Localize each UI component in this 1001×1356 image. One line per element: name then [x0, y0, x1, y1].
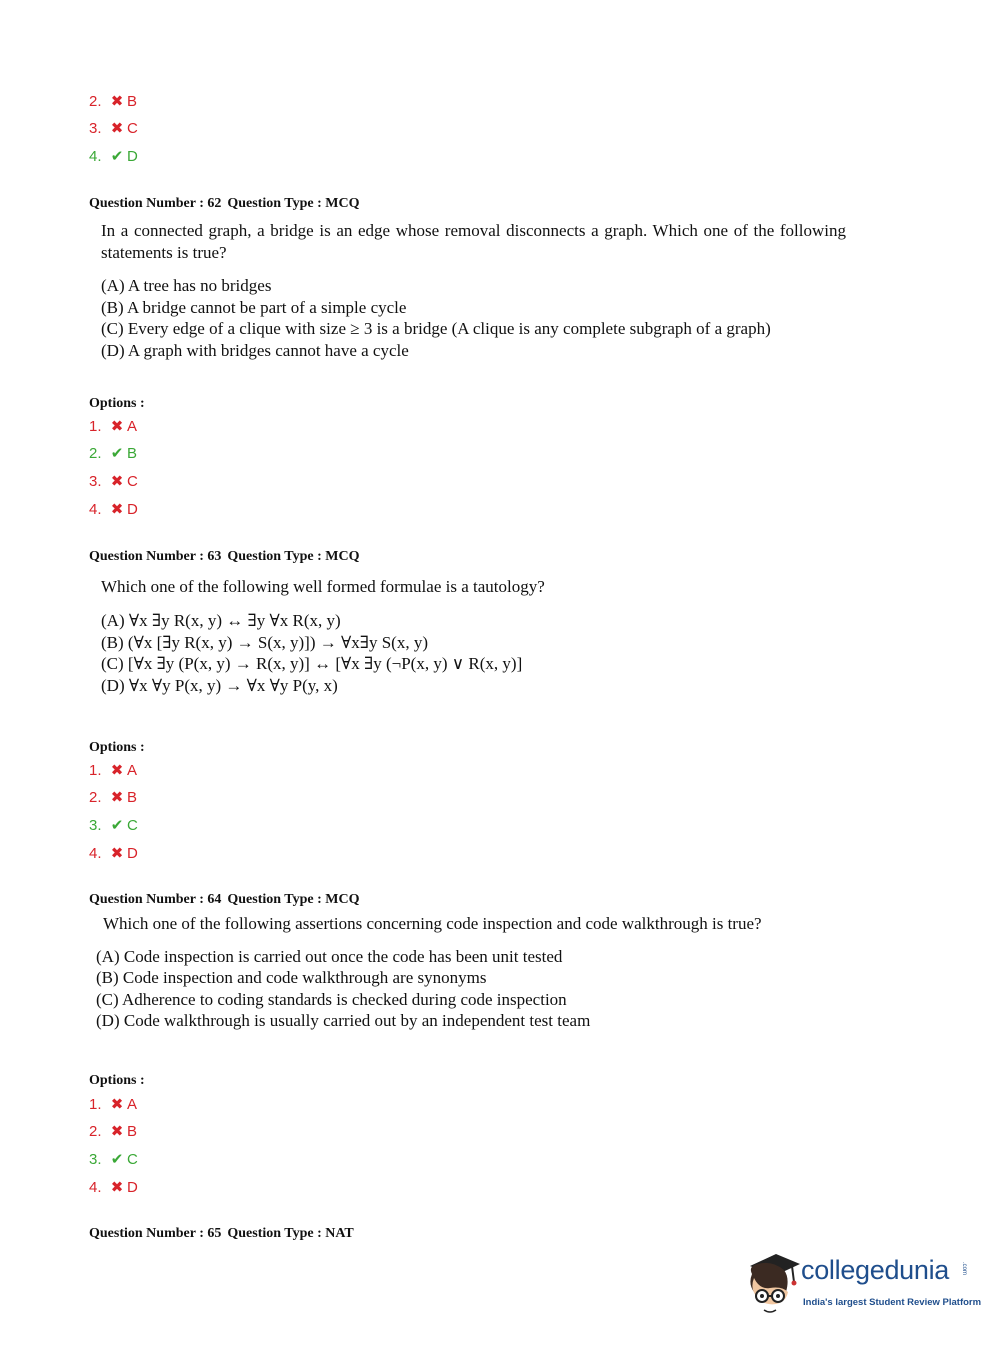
options-label: Options : — [89, 396, 145, 411]
cross-icon: ✖ — [110, 473, 124, 490]
option-letter: C — [127, 473, 138, 490]
option-letter: B — [127, 93, 138, 110]
cross-icon: ✖ — [110, 1096, 124, 1113]
list-item — [89, 93, 137, 111]
option-number: 2. — [89, 445, 102, 462]
question-number: Question Number : 65 — [89, 1226, 222, 1241]
cross-icon: ✖ — [110, 762, 124, 779]
choice-a: (A) ∀x ∃y R(x, y) ↔ ∃y ∀x R(x, y) — [101, 611, 341, 630]
question-number: Question Number : 63 — [89, 549, 222, 564]
option-letter: D — [127, 845, 138, 862]
cross-icon: ✖ — [110, 120, 124, 137]
option-number: 3. — [89, 473, 102, 490]
list-item — [89, 1179, 138, 1197]
question-number: Question Number : 62 — [89, 196, 222, 211]
check-icon: ✔ — [110, 817, 124, 834]
option-number: 3. — [89, 817, 102, 834]
option-letter: D — [127, 1179, 138, 1196]
option-letter: A — [127, 762, 138, 779]
option-number: 2. — [89, 1123, 102, 1140]
option-number: 2. — [89, 93, 102, 110]
option-letter: A — [127, 1096, 138, 1113]
logo-tagline: India's largest Student Review Platform — [803, 1297, 982, 1308]
option-number: 1. — [89, 1096, 102, 1113]
question-header — [89, 549, 365, 565]
choice-c: (C) Adherence to coding standards is checked during code inspection — [96, 990, 567, 1009]
list-item — [89, 148, 138, 166]
option-letter: B — [127, 445, 138, 462]
choice-b: (B) (∀x [∃y R(x, y) → S(x, y)]) → ∀x∃y S(x, y) — [101, 633, 428, 652]
option-number: 1. — [89, 762, 102, 779]
choice-d: (D) Code walkthrough is usually carried out by an independent test team — [96, 1011, 591, 1030]
list-item — [89, 1096, 137, 1114]
option-number: 4. — [89, 1179, 102, 1196]
list-item — [89, 120, 138, 138]
list-item — [89, 817, 138, 835]
question-type: Question Type : MCQ — [227, 549, 360, 564]
list-item — [89, 445, 137, 463]
cross-icon: ✖ — [110, 418, 124, 435]
check-icon: ✔ — [110, 1151, 124, 1168]
logo-suffix: .com — [961, 1262, 967, 1276]
option-letter: B — [127, 1123, 138, 1140]
option-letter: B — [127, 789, 138, 806]
cross-icon: ✖ — [110, 789, 124, 806]
options-label: Options : — [89, 740, 145, 755]
choice-d: (D) ∀x ∀y P(x, y) → ∀x ∀y P(y, x) — [101, 676, 338, 695]
choice-d: (D) A graph with bridges cannot have a cycle — [101, 341, 409, 360]
list-item — [89, 501, 138, 519]
choice-a: (A) Code inspection is carried out once the code has been unit tested — [96, 947, 563, 966]
list-item — [89, 473, 138, 491]
question-header — [89, 196, 365, 212]
question-type: Question Type : NAT — [227, 1226, 354, 1241]
option-number: 2. — [89, 789, 102, 806]
list-item — [89, 845, 138, 863]
question-number: Question Number : 64 — [89, 892, 222, 907]
option-letter: C — [127, 1151, 138, 1168]
question-header — [89, 1226, 360, 1242]
choice-b: (B) A bridge cannot be part of a simple cycle — [101, 298, 407, 317]
list-item — [89, 789, 137, 807]
option-letter: C — [127, 817, 138, 834]
cross-icon: ✖ — [110, 501, 124, 518]
check-icon: ✔ — [110, 445, 124, 462]
cross-icon: ✖ — [110, 845, 124, 862]
list-item — [89, 1123, 137, 1141]
option-number: 4. — [89, 845, 102, 862]
question-text: Which one of the following assertions concerning code inspection and code walkthrough is true? — [103, 914, 762, 933]
cross-icon: ✖ — [110, 1123, 124, 1140]
list-item — [89, 1151, 138, 1169]
option-letter: C — [127, 120, 138, 137]
cross-icon: ✖ — [110, 93, 124, 110]
mascot-icon — [742, 1248, 802, 1320]
check-icon: ✔ — [110, 148, 124, 165]
option-letter: D — [127, 501, 138, 518]
question-text: Which one of the following well formed formulae is a tautology? — [101, 577, 545, 596]
question-type: Question Type : MCQ — [227, 892, 360, 907]
option-number: 3. — [89, 1151, 102, 1168]
list-item — [89, 418, 137, 436]
list-item — [89, 762, 137, 780]
option-number: 3. — [89, 120, 102, 137]
cross-icon: ✖ — [110, 1179, 124, 1196]
option-number: 4. — [89, 148, 102, 165]
choice-c: (C) Every edge of a clique with size ≥ 3 is a bridge (A clique is any complete subgraph of a graph) — [101, 319, 771, 338]
option-letter: D — [127, 148, 138, 165]
choice-b: (B) Code inspection and code walkthrough are synonyms — [96, 968, 487, 987]
options-label: Options : — [89, 1073, 145, 1088]
option-number: 1. — [89, 418, 102, 435]
choice-a: (A) A tree has no bridges — [101, 276, 272, 295]
question-type: Question Type : MCQ — [227, 196, 360, 211]
option-letter: A — [127, 418, 138, 435]
question-text: In a connected graph, a bridge is an edge whose removal disconnects a graph. Which one of the following statements is true? — [101, 221, 846, 262]
collegedunia-logo — [742, 1248, 982, 1320]
option-number: 4. — [89, 501, 102, 518]
logo-wordmark: collegedunia — [801, 1255, 950, 1285]
choice-c: (C) [∀x ∃y (P(x, y) → R(x, y)] ↔ [∀x ∃y (¬P(x, y) ∨ R(x, y)] — [101, 654, 523, 673]
question-header — [89, 892, 365, 908]
